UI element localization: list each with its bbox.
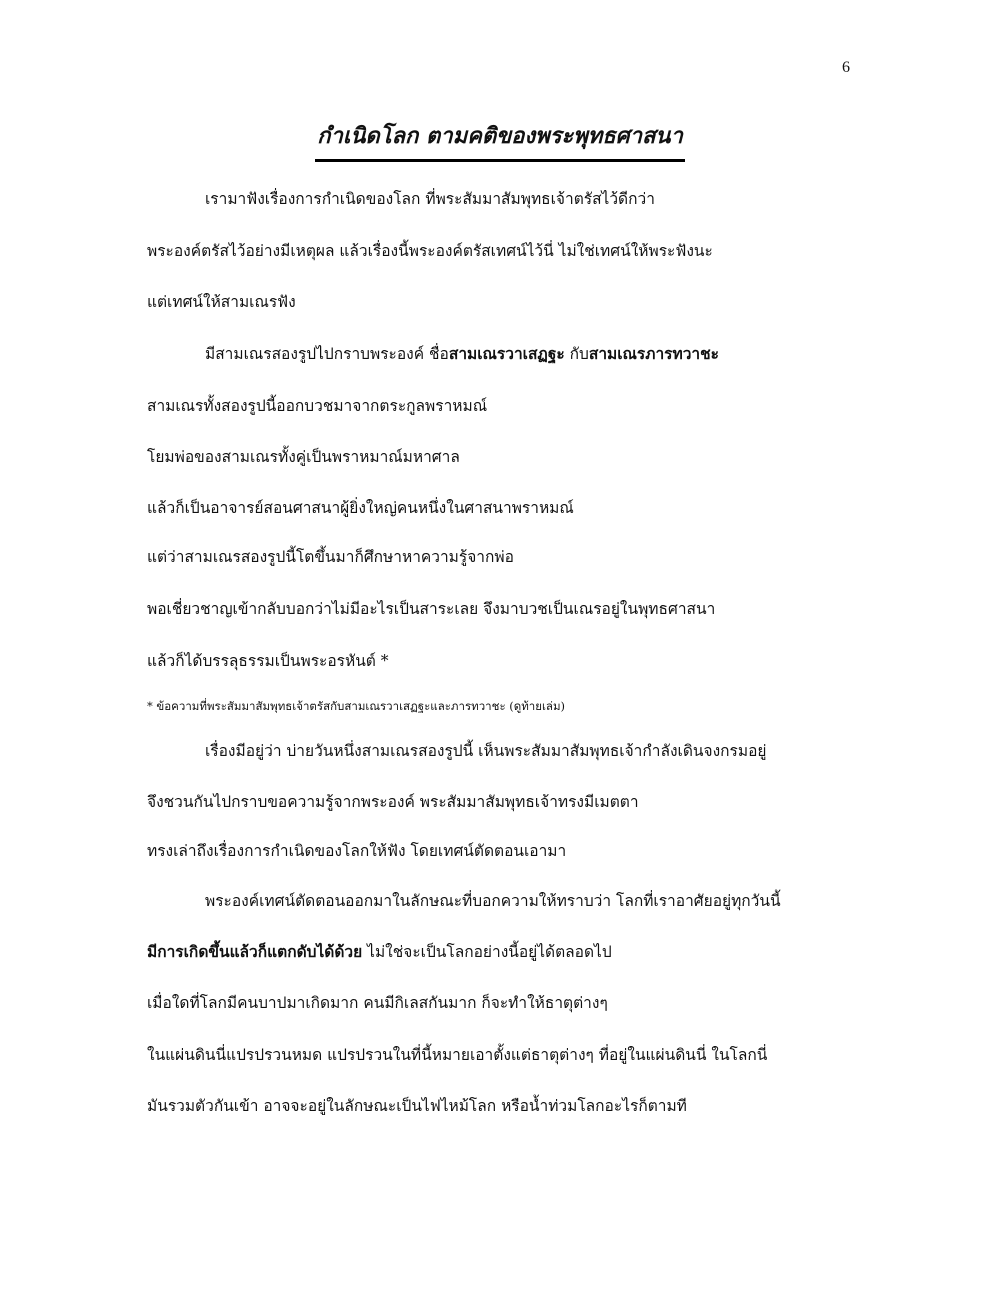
page-number: 6 — [842, 59, 850, 76]
paragraph-1-line-2: พระองค์ตรัสไว้อย่างมีเหตุผล แล้วเรื่องนี้พระองค์ตรัสเทศน์ไว้นี่ ไม่ใช่เทศน์ให้พระฟังนะ — [147, 242, 713, 260]
paragraph-3-line-3: ทรงเล่าถึงเรื่องการกำเนิดของโลกให้ฟัง โดยเทศน์ตัดตอนเอามา — [147, 842, 567, 860]
paragraph-1-line-1: เรามาฟังเรื่องการกำเนิดของโลก ที่พระสัมมาสัมพุทธเจ้าตรัสไว้ดีกว่า — [205, 190, 655, 208]
paragraph-2-line-5: แต่ว่าสามเณรสองรูปนี้โตขึ้นมาก็ศึกษาหาความรู้จากพ่อ — [147, 548, 514, 566]
paragraph-2-line-4: แล้วก็เป็นอาจารย์สอนศาสนาผู้ยิ่งใหญ่คนหนึ่งในศาสนาพราหมณ์ — [147, 499, 574, 517]
text-run: ไม่ใช่จะเป็นโลกอย่างนี้อยู่ได้ตลอดไป — [362, 943, 612, 961]
page-title-text: กำเนิดโลก ตามคติของพระพุทธศาสนา — [315, 118, 685, 162]
paragraph-4-line-4: ในแผ่นดินนี่แปรปรวนหมด แปรปรวนในที่นี้หมายเอาตั้งแต่ธาตุต่างๆ ที่อยู่ในแผ่นดินนี่ ในโลกนี่ — [147, 1046, 768, 1064]
paragraph-1-line-3: แต่เทศน์ให้สามเณรฟัง — [147, 293, 296, 311]
paragraph-4-line-2 — [147, 941, 612, 963]
text-run: กับ — [564, 345, 589, 363]
text-run: มีสามเณรสองรูปไปกราบพระองค์ ชื่อ — [205, 345, 449, 363]
paragraph-2-line-2: สามเณรทั้งสองรูปนี้ออกบวชมาจากตระกูลพราหมณ์ — [147, 397, 488, 415]
bold-name-vasettha: สามเณรวาเสฏฐะ — [448, 344, 565, 363]
bold-name-bharadvaja: สามเณรภารทวาชะ — [588, 344, 719, 363]
paragraph-4-line-1: พระองค์เทศน์ตัดตอนออกมาในลักษณะที่บอกความให้ทราบว่า โลกที่เราอาศัยอยู่ทุกวันนี้ — [205, 892, 781, 910]
paragraph-3-line-2: จึงชวนกันไปกราบขอความรู้จากพระองค์ พระสัมมาสัมพุทธเจ้าทรงมีเมตตา — [147, 793, 639, 811]
bold-phrase: มีการเกิดขึ้นแล้วก็แตกดับได้ด้วย — [147, 942, 363, 961]
paragraph-2-line-3: โยมพ่อของสามเณรทั้งคู่เป็นพราหมาณ์มหาศาล — [147, 448, 460, 466]
paragraph-3-line-1: เรื่องมีอยู่ว่า บ่ายวันหนึ่งสามเณรสองรูปนี้ เห็นพระสัมมาสัมพุทธเจ้ากำลังเดินจงกรมอยู่ — [205, 742, 767, 760]
paragraph-2-line-6: พอเชี่ยวชาญเข้ากลับบอกว่าไม่มีอะไรเป็นสาระเลย จึงมาบวชเป็นเณรอยู่ในพุทธศาสนา — [147, 600, 716, 618]
footnote: * ข้อความที่พระสัมมาสัมพุทธเจ้าตรัสกับสามเณรวาเสฏฐะและภารทวาชะ (ดูท้ายเล่ม) — [147, 699, 566, 713]
paragraph-2-line-7: แล้วก็ได้บรรลุธรรมเป็นพระอรหันต์ * — [147, 652, 389, 670]
paragraph-2-line-1 — [205, 343, 719, 365]
paragraph-4-line-3: เมื่อใดที่โลกมีคนบาปมาเกิดมาก คนมีกิเลสกันมาก ก็จะทำให้ธาตุต่างๆ — [147, 994, 608, 1012]
page-title — [0, 118, 1000, 162]
paragraph-4-line-5: มันรวมตัวกันเข้า อาจจะอยู่ในลักษณะเป็นไฟไหม้โลก หรือน้ำท่วมโลกอะไรก็ตามที — [147, 1097, 687, 1115]
